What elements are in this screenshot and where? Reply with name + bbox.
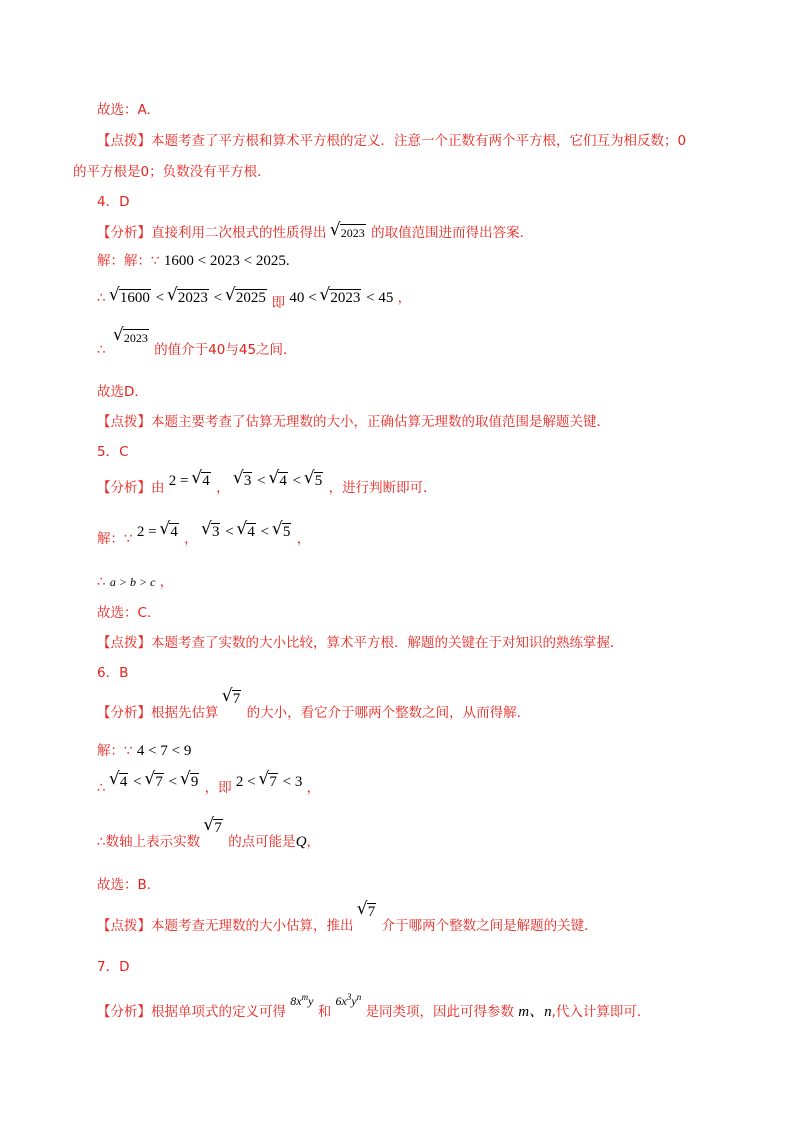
math-ineq: a > b > c (109, 575, 156, 589)
text: ， (159, 574, 174, 590)
math-ineq: √ 3 < √ 4 < √ 5 (234, 473, 324, 489)
math-ineq-2: 40 < √ 2023 < 45 (289, 290, 393, 306)
q6-answer: 故选：B． (97, 877, 161, 893)
answer-line: 故选：A. (97, 102, 151, 118)
text: ， (397, 290, 412, 306)
q5-answer: 故选：C． (97, 605, 161, 621)
monomial-1: $8x^my$ (290, 992, 314, 1008)
q6-solution (97, 742, 191, 760)
text: ， (306, 834, 321, 850)
sqrt-7: √ 7 (223, 690, 242, 708)
text: 【分析】根据先估算 (97, 705, 219, 721)
text: 【分析】直接利用二次根式的性质得出 (97, 225, 327, 241)
therefore-symbol: ∴ (97, 290, 106, 306)
text: 即 (271, 295, 286, 311)
text: ，进行判断即可． (328, 480, 437, 496)
q4-tip: 【点拨】本题主要考查了估算无理数的大小，正确估算无理数的取值范围是解题关键． (97, 414, 610, 430)
math-eq: 2 = √ 4 (169, 473, 212, 489)
therefore-symbol: ∴ (97, 780, 106, 796)
text: 的取值范围进而得出答案． (371, 225, 534, 241)
q4-solution (97, 252, 290, 270)
math-sqrt-ineq: √ 1600 < √ 2023 < √ 2025 (110, 290, 272, 306)
text: ， (184, 531, 198, 547)
math-sqrt-ineq: √ 4 < √ 7 < √ 9 (110, 774, 200, 790)
therefore-symbol: ∴ (97, 574, 106, 590)
q6-axis (97, 820, 321, 851)
text: 解：解：∵ (97, 253, 160, 269)
q6-tip (97, 904, 598, 935)
q4-therefore (97, 289, 412, 311)
text: 【点拨】本题考查无理数的大小估算，推出 (97, 918, 354, 934)
sqrt-7: √ 7 (204, 819, 223, 837)
params: m、n (518, 1004, 552, 1020)
q4-analysis (97, 224, 533, 242)
math-ineq: 1600 < 2023 < 2025. (163, 253, 290, 269)
text: ，即 (204, 780, 232, 796)
point-label: Q (295, 834, 307, 850)
text: 解：∵ (97, 743, 133, 759)
text: 是同类项，因此可得参数 (365, 1004, 514, 1020)
q6-analysis (97, 691, 531, 722)
radicand: 2023 (340, 226, 365, 240)
sqrt-2023: √ 2023 (114, 329, 149, 347)
text: 的值介于40与45之间． (154, 342, 297, 358)
q4-heading: 4．D (97, 194, 130, 210)
math-eq: 2 = √ 4 (137, 524, 180, 540)
therefore-symbol: ∴ (97, 342, 106, 358)
text: 介于哪两个整数之间是解题的关键． (381, 918, 598, 934)
q5-heading: 5．C (97, 444, 129, 460)
text: 的点可能是 (228, 834, 296, 850)
sqrt-2023 (331, 224, 366, 242)
q7-heading: 7．D (97, 959, 130, 975)
q4-conclusion (97, 331, 297, 359)
q7-analysis (97, 992, 651, 1021)
text: 和 (317, 1004, 332, 1020)
q5-tip: 【点拨】本题考查了实数的大小比较，算术平方根．解题的关键在于对知识的熟练掌握． (97, 635, 624, 651)
text: 【分析】根据单项式的定义可得 (97, 1004, 286, 1020)
text: ， (306, 780, 321, 796)
sqrt-7: √ 7 (358, 903, 377, 921)
text: ， (216, 480, 230, 496)
text: ∴数轴上表示实数 (97, 834, 201, 850)
tip-line-cont: 的平方根是0；负数没有平方根． (73, 164, 271, 180)
q4-answer: 故选D． (97, 384, 148, 400)
text: 解：∵ (97, 531, 133, 547)
text: 【分析】由 (97, 480, 165, 496)
q6-heading: 6．B (97, 665, 129, 681)
text: 的大小，看它介于哪两个整数之间，从而得解． (246, 705, 531, 721)
q6-therefore (97, 774, 321, 797)
math-ineq: √ 3 < √ 4 < √ 5 (202, 524, 292, 540)
q5-solution (97, 524, 311, 548)
math-ineq: 4 < 7 < 9 (136, 743, 192, 759)
tip-line: 【点拨】本题考查了平方根和算术平方根的定义．注意一个正数有两个平方根，它们互为相反数；0 (97, 133, 687, 149)
q5-therefore (97, 573, 173, 591)
text: ， (296, 531, 311, 547)
text: ,代入计算即可． (551, 1004, 651, 1020)
q5-analysis (97, 473, 437, 497)
math-ineq-2: 2 < √ 7 < 3 (236, 774, 302, 790)
monomial-2: $6x^3y^n$ (335, 992, 362, 1008)
